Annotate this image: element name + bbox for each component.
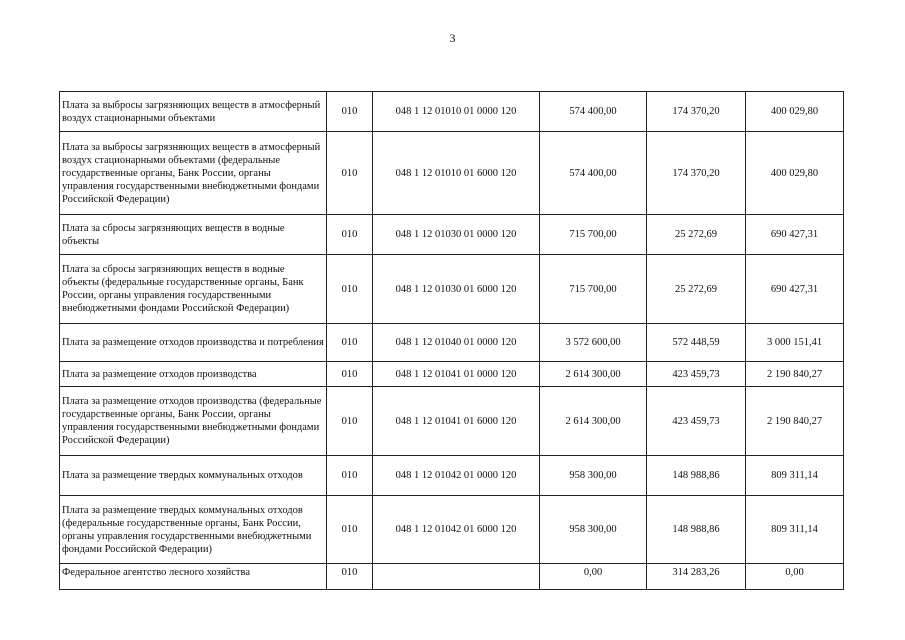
table-row bbox=[60, 324, 844, 362]
row-code: 010 bbox=[327, 564, 373, 590]
row-name: Плата за сбросы загрязняющих веществ в водные объекты bbox=[60, 215, 327, 255]
row-plan: 574 400,00 bbox=[540, 92, 647, 132]
row-fact: 314 283,26 bbox=[647, 564, 746, 590]
row-kbk: 048 1 12 01030 01 0000 120 bbox=[373, 215, 540, 255]
row-remainder: 400 029,80 bbox=[746, 132, 844, 215]
row-remainder: 0,00 bbox=[746, 564, 844, 590]
row-code: 010 bbox=[327, 92, 373, 132]
row-code: 010 bbox=[327, 496, 373, 564]
row-plan: 715 700,00 bbox=[540, 255, 647, 324]
row-plan: 0,00 bbox=[540, 564, 647, 590]
row-kbk: 048 1 12 01030 01 6000 120 bbox=[373, 255, 540, 324]
row-remainder: 690 427,31 bbox=[746, 215, 844, 255]
row-plan: 715 700,00 bbox=[540, 215, 647, 255]
table-row bbox=[60, 496, 844, 564]
row-code: 010 bbox=[327, 456, 373, 496]
row-plan: 3 572 600,00 bbox=[540, 324, 647, 362]
row-fact: 423 459,73 bbox=[647, 362, 746, 387]
row-fact: 25 272,69 bbox=[647, 215, 746, 255]
row-fact: 148 988,86 bbox=[647, 456, 746, 496]
row-name: Плата за размещение отходов производства bbox=[60, 362, 327, 387]
row-kbk: 048 1 12 01042 01 0000 120 bbox=[373, 456, 540, 496]
table-row bbox=[60, 255, 844, 324]
page-number: 3 bbox=[449, 31, 456, 45]
row-remainder: 400 029,80 bbox=[746, 92, 844, 132]
row-fact: 423 459,73 bbox=[647, 387, 746, 456]
row-plan: 574 400,00 bbox=[540, 132, 647, 215]
table-row bbox=[60, 215, 844, 255]
row-code: 010 bbox=[327, 324, 373, 362]
table-row bbox=[60, 132, 844, 215]
row-remainder: 2 190 840,27 bbox=[746, 387, 844, 456]
row-remainder: 809 311,14 bbox=[746, 456, 844, 496]
row-kbk: 048 1 12 01041 01 6000 120 bbox=[373, 387, 540, 456]
row-kbk: 048 1 12 01042 01 6000 120 bbox=[373, 496, 540, 564]
row-name: Плата за размещение твердых коммунальных отходов bbox=[60, 456, 327, 496]
row-kbk bbox=[373, 564, 540, 590]
row-remainder: 809 311,14 bbox=[746, 496, 844, 564]
row-plan: 2 614 300,00 bbox=[540, 362, 647, 387]
row-code: 010 bbox=[327, 132, 373, 215]
table-row bbox=[60, 362, 844, 387]
row-code: 010 bbox=[327, 215, 373, 255]
row-name: Плата за выбросы загрязняющих веществ в атмосферный воздух стационарными объектами bbox=[60, 92, 327, 132]
row-code: 010 bbox=[327, 387, 373, 456]
row-fact: 572 448,59 bbox=[647, 324, 746, 362]
row-name: Плата за размещение отходов производства (федеральные государственные органы, Банк России, органы управления государственными внебюджетными фондами Российской Федерации) bbox=[60, 387, 327, 456]
row-fact: 25 272,69 bbox=[647, 255, 746, 324]
row-name: Плата за сбросы загрязняющих веществ в водные объекты (федеральные государственные органы, Банк России, органы управления государственными внебюджетными фондами Российской Федерации) bbox=[60, 255, 327, 324]
row-kbk: 048 1 12 01041 01 0000 120 bbox=[373, 362, 540, 387]
row-fact: 148 988,86 bbox=[647, 496, 746, 564]
row-plan: 958 300,00 bbox=[540, 496, 647, 564]
row-name: Плата за размещение твердых коммунальных отходов (федеральные государственные органы, Банк России, органы управления государственными внебюджетными фондами Российской Федерации) bbox=[60, 496, 327, 564]
row-name: Федеральное агентство лесного хозяйства bbox=[60, 564, 327, 590]
table-row bbox=[60, 564, 844, 590]
table-row bbox=[60, 92, 844, 132]
row-remainder: 690 427,31 bbox=[746, 255, 844, 324]
row-name: Плата за размещение отходов производства и потребления bbox=[60, 324, 327, 362]
revenue-table bbox=[59, 91, 844, 590]
row-kbk: 048 1 12 01010 01 0000 120 bbox=[373, 92, 540, 132]
row-remainder: 2 190 840,27 bbox=[746, 362, 844, 387]
row-kbk: 048 1 12 01040 01 0000 120 bbox=[373, 324, 540, 362]
row-plan: 958 300,00 bbox=[540, 456, 647, 496]
row-code: 010 bbox=[327, 362, 373, 387]
table-row bbox=[60, 387, 844, 456]
table-row bbox=[60, 456, 844, 496]
row-remainder: 3 000 151,41 bbox=[746, 324, 844, 362]
row-fact: 174 370,20 bbox=[647, 92, 746, 132]
row-fact: 174 370,20 bbox=[647, 132, 746, 215]
row-kbk: 048 1 12 01010 01 6000 120 bbox=[373, 132, 540, 215]
row-plan: 2 614 300,00 bbox=[540, 387, 647, 456]
row-name: Плата за выбросы загрязняющих веществ в атмосферный воздух стационарными объектами (федеральные государственные органы, Банк России, органы управления государственными внебюджетными фондами Российской Федерации) bbox=[60, 132, 327, 215]
row-code: 010 bbox=[327, 255, 373, 324]
